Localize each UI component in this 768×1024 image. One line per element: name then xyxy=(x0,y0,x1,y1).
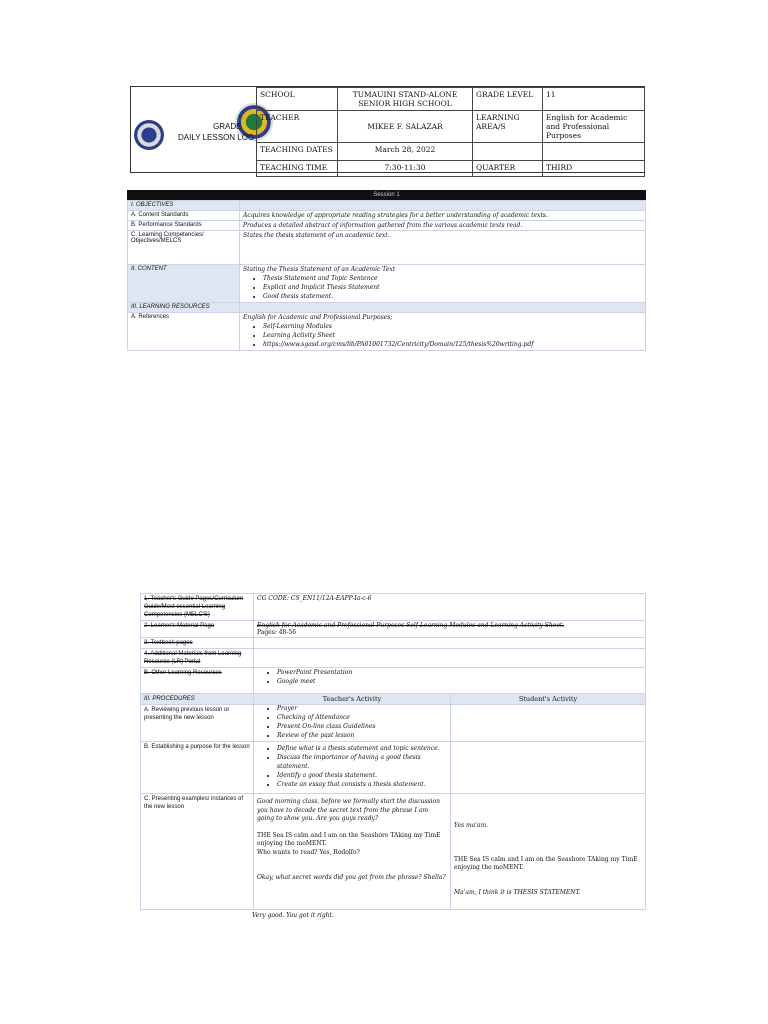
student-line: THE Sea IS calm and I am on the Seashore TAking my TimE enjoying the moMENT. xyxy=(454,855,638,871)
procedures-heading: III. PROCEDURES xyxy=(141,694,254,705)
student-line: Ma'am, I think it is THESIS STATEMENT. xyxy=(454,888,581,896)
teaching-time-label: TEACHING TIME xyxy=(257,161,338,177)
objectives-section xyxy=(127,190,646,351)
teacher-line: Who wants to read? Yes, Rodolfo? xyxy=(257,848,360,856)
content-heading: II. CONTENT xyxy=(128,265,240,303)
list-item: • Google meet xyxy=(277,677,642,686)
teacher-line: Very good. You got it right. xyxy=(252,912,334,919)
content-standards-value: Acquires knowledge of appropriate reading strategies for a better understanding of academic texts. xyxy=(240,211,646,221)
grade-label: GRADE xyxy=(213,122,242,131)
school-label: SCHOOL xyxy=(257,88,338,111)
learners-material-label: 2. Learner's Material Page xyxy=(141,621,254,638)
teacher-label: TEACHER xyxy=(257,111,338,143)
learners-material-value xyxy=(254,621,646,638)
content-value xyxy=(240,265,646,303)
teacher-line: enjoying the moMENT. xyxy=(257,840,327,847)
content-list xyxy=(263,274,642,301)
list-item: • Explicit and Implicit Thesis Statement xyxy=(263,283,642,292)
other-resources-label: B. Other Learning Resources xyxy=(141,668,254,694)
content-standards-label: A. Content Standards xyxy=(128,211,240,221)
teaching-time-value: 7:30-11:30 xyxy=(338,161,473,177)
cg-code-value: CG CODE: CS_EN11/12A-EAPP-Ia-c-6 xyxy=(254,594,646,621)
content-title: Stating the Thesis Statement of an Academic Text xyxy=(243,266,396,273)
presenting-examples-label: C. Presenting examples/ instances of the new lesson xyxy=(141,794,254,910)
list-item: • Discuss the importance of having a good thesis statement. xyxy=(277,753,447,771)
reviewing-lesson-label: A. Reviewing previous lesson or presenting the new lesson xyxy=(141,705,254,742)
list-item: • Present On-line class Guidelines xyxy=(277,722,447,731)
competencies-label: C. Learning Competencies/ Objectives/MELCS xyxy=(128,231,240,265)
resources-table xyxy=(140,593,646,910)
deped-seal-logo xyxy=(134,120,164,150)
header-info-table xyxy=(256,87,645,177)
list-item: • Define what is a thesis statement and topic sentence. xyxy=(277,744,447,753)
list-item: • Checking of Attendance xyxy=(277,713,447,722)
teaching-dates-label: TEACHING DATES xyxy=(257,143,338,161)
list-item: • Identify a good thesis statement. xyxy=(277,771,447,780)
list-item: • Review of the past lesson xyxy=(277,731,447,740)
empty-cell xyxy=(543,143,645,161)
objectives-heading: I. OBJECTIVES xyxy=(128,201,240,211)
establishing-purpose-label: B. Establishing a purpose for the lesson xyxy=(141,742,254,794)
list-item: • PowerPoint Presentation xyxy=(277,668,642,677)
school-value: TUMAUINI STAND-ALONE SENIOR HIGH SCHOOL xyxy=(338,88,473,111)
session-bar: Session 1 xyxy=(127,190,646,200)
references-title: English for Academic and Professional Purposes; xyxy=(243,314,393,321)
learning-resources-heading: III. LEARNING RESOURCES xyxy=(128,303,240,313)
competencies-value: States the thesis statement of an academic text. xyxy=(240,231,646,265)
teacher-line: Okay, what secret words did you get from the phrase? Shella? xyxy=(257,874,446,881)
teachers-activity-heading: Teacher's Activity xyxy=(254,694,451,705)
learners-material-pages: Pages: 48-56 xyxy=(257,629,297,636)
objectives-table xyxy=(127,200,646,351)
references-list xyxy=(263,322,642,349)
additional-materials-label: 4. Additional Materials from Learning Resource (LR) Portal xyxy=(141,649,254,668)
teacher-line: Good morning class, before we formally start the discussion you have to decode the secret text from the phrase I am going to show you. Are you guys ready? xyxy=(257,798,441,822)
references-label: A. References xyxy=(128,313,240,351)
list-item: • Good thesis statement. xyxy=(263,292,642,301)
references-value xyxy=(240,313,646,351)
teacher-value: MIKEE F. SALAZAR xyxy=(338,111,473,143)
other-resources-value xyxy=(254,668,646,694)
list-item: • Thesis Statement and Topic Sentence xyxy=(263,274,642,283)
grade-level-value: 11 xyxy=(543,88,645,111)
quarter-value: THIRD xyxy=(543,161,645,177)
presenting-examples-teacher xyxy=(254,794,451,910)
textbook-pages-label: 3. Textbook pages xyxy=(141,638,254,649)
presenting-examples-student xyxy=(451,794,646,910)
student-line: Yes ma'am. xyxy=(454,822,489,829)
teacher-line: THE Sea IS calm and I am on the Seashore TAking my TimE xyxy=(257,831,441,839)
list-item: • Prayer xyxy=(277,704,447,713)
establishing-purpose-activities xyxy=(254,742,451,794)
reviewing-lesson-activities xyxy=(254,705,451,742)
procedures-section xyxy=(140,593,646,921)
teaching-dates-value: March 28, 2022 xyxy=(338,143,473,161)
teachers-guide-label: 1. Teacher's Guide Pages/Curriculum Guide/Most essential Learning Competencies (MELC'S) xyxy=(141,594,254,621)
list-item: • Create an essay that consists a thesis statement. xyxy=(277,780,447,789)
list-item: • Self-Learning Modules xyxy=(263,322,642,331)
learners-material-title: English for Academic and Professional Purposes Self Learning Modules and Learning Activity Sheet. xyxy=(257,622,565,629)
learning-area-value: English for Academic and Professional Purposes xyxy=(543,111,645,143)
daily-lesson-log-label: DAILY LESSON LOG xyxy=(178,133,255,142)
performance-standards-value: Produces a detailed abstract of information gathered from the various academic texts read. xyxy=(240,221,646,231)
learning-area-label: LEARNING AREA/S xyxy=(473,111,543,143)
performance-standards-label: B. Performance Standards xyxy=(128,221,240,231)
empty-cell xyxy=(473,143,543,161)
list-item: • https://www.sgasd.org/cms/lib/PA01001732/Centricity/Domain/125/thesis%20writing.pdf xyxy=(263,340,642,349)
other-resources-list xyxy=(277,668,642,686)
students-activity-heading: Student's Activity xyxy=(451,694,646,705)
list-item: • Learning Activity Sheet xyxy=(263,331,642,340)
grade-level-label: GRADE LEVEL xyxy=(473,88,543,111)
quarter-label: QUARTER xyxy=(473,161,543,177)
